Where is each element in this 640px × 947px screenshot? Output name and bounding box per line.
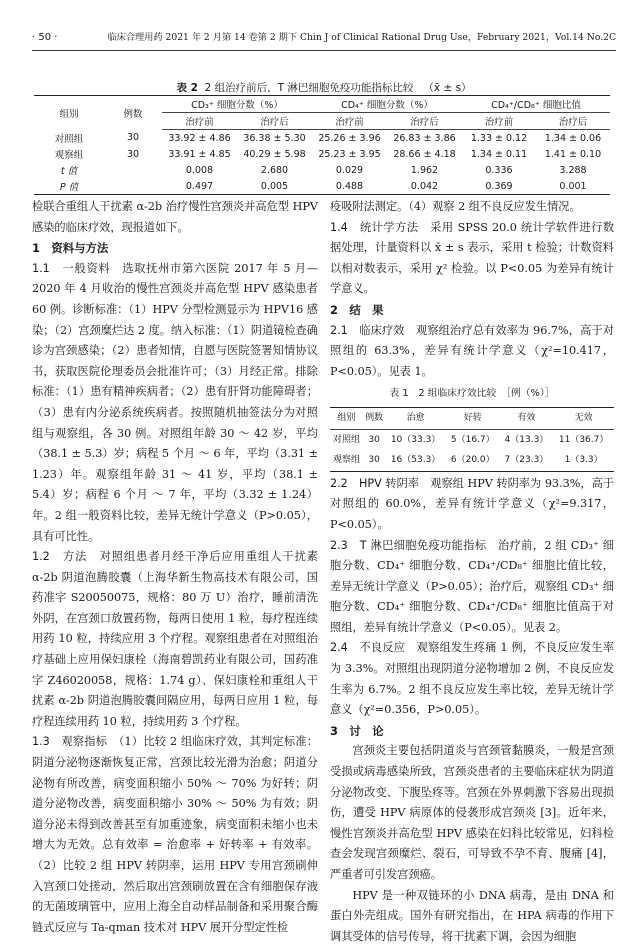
- paragraph-text: 对照组患者月经干净后应用重组人干扰素 α-2b 阴道泡腾胶囊（上海华新生物高技术有限公司，国药准字 S20050075，规格：80 万 U）治疗，睡前清洗外阴，在宫颈口放置药物，每两日使用 1 粒，每疗程连续用药 10 粒，持续应用 3 个疗程。观察组患者在对照组治疗基础上应用保妇康栓（海南碧凯药业有限公司，国药准字 Z46020058，规格：1.74 g）、保妇康栓和重组人干扰素 α-2b 阴道泡腾胶囊间隔应用，每两日应用 1 粒，每疗程连续用药 10 粒，持续用药 3 个疗程。: [32, 550, 318, 728]
- table2-cell: 0.369: [462, 178, 536, 195]
- table1-caption: 表 1 2 组临床疗效比较 ［例（%）］: [389, 388, 555, 400]
- table2-subheader-before: 治疗前: [462, 113, 536, 130]
- journal-citation: 临床合理用药 2021 年 2 月第 14 卷第 2 期下 Chin J of Clinical Rational Drug Use，February 2021，Vol.14 No.2C: [107, 32, 616, 43]
- table-row: [34, 146, 610, 162]
- table2-cell: 30: [126, 148, 140, 160]
- table2-cell: 0.497: [162, 178, 237, 195]
- paragraph-text: 采用 SPSS 20.0 统计学软件进行数据处理，计量资料以 x̄ ± s 表示，采用 t 检验；计数资料以相对数表示，采用 χ² 检验。以 P<0.05 为差异有统计学意义。: [330, 220, 615, 296]
- table-row: [34, 130, 610, 147]
- table1-cell: 6（20.0）: [446, 450, 500, 471]
- table2-cell: 0.029: [335, 164, 364, 176]
- table1-header: 例数: [363, 407, 385, 429]
- table2-cell: 0.042: [387, 178, 462, 195]
- table2-caption: [32, 80, 616, 95]
- header-rule: [32, 50, 616, 51]
- subsection-heading: 2.2 HPV 转阴率: [330, 476, 420, 490]
- table2-header-group: 组别: [34, 96, 104, 130]
- table2-cell: 1.962: [410, 164, 439, 176]
- section-heading: 3 讨 论: [330, 723, 384, 738]
- table2-cell: 40.29 ± 5.98: [243, 148, 306, 160]
- subsection-heading: 2.3 T 淋巴细胞免疫功能指标: [330, 538, 487, 552]
- table2-cell: 25.23 ± 3.95: [318, 148, 381, 160]
- paragraph: [330, 536, 614, 639]
- table2-cell: 33.91 ± 4.85: [168, 148, 231, 160]
- table1-cell: 7（23.3）: [500, 450, 554, 471]
- running-header: [32, 30, 616, 46]
- table2-cell: 36.38 ± 5.30: [243, 132, 306, 144]
- paragraph: [330, 474, 614, 536]
- subsection-heading: 1.3 观察指标: [32, 735, 108, 749]
- table2-cell: 0.488: [312, 178, 387, 195]
- table1-cell: 1（3.3）: [553, 450, 614, 471]
- table2-header-ratio: CD₄⁺/CD₈⁺ 细胞比值: [462, 96, 610, 113]
- table-row: [34, 162, 610, 178]
- table1-cell: 30: [363, 450, 385, 471]
- paragraph-text: （1）比较 2 组临床疗效，其判定标准：阴道分泌物逐渐恢复正常，宫颈比较光滑为治愈；阴道分泌物有所改善，病变面积缩小 50% ～ 70% 为好转；阴道分泌物改善，病变面积缩小 30% ～ 50% 为有效；阴道分泌未得到改善甚至有加重迹象，病变面积未缩小也未增大为无效。总有效率 = 治愈率 + 好转率 + 有效率。（2）比较 2 组 HPV 转阴率，运用 HPV 专用宫颈刷伸入宫颈口处搓动，然后取出宫颈刷放置在含有细胞保存液的无菌玻璃管中，应用上海全自动样品制备和采用聚合酶链式反应与 Ta-qman 技术对 HPV 展开分型定性检: [32, 735, 318, 934]
- table2-title: 2 组治疗前后，T 淋巴细胞免疫功能指标比较: [204, 82, 414, 94]
- table2-cell: 观察组: [54, 150, 84, 161]
- table-row: [330, 450, 614, 471]
- table2-subheader-after: 治疗后: [387, 113, 462, 130]
- paragraph: HPV 是一种双链环的小 DNA 病毒，是由 DNA 和蛋白外壳组成。国外有研究指出，在 HPA 病毒的作用下调其受体的信号传导，将干扰素下调，会因为细胞: [330, 888, 614, 943]
- table1-cell: 对照组: [333, 434, 361, 445]
- table2-cell: 26.83 ± 3.86: [393, 132, 456, 144]
- table2-cell: 1.33 ± 0.12: [470, 132, 528, 144]
- subsection-heading: 1.4 统计学方法: [330, 220, 419, 234]
- paragraph: 宫颈炎主要包括阴道炎与宫颈管黏膜炎，一般是宫颈受损或病毒感染所致，宫颈炎患者的主要临床症状为阴道分泌物改变、下腹坠疼等。宫颈在外界刺激下容易出现损伤，遭受 HPV 病原体的侵袭形成宫颈炎 [3]。近年来，慢性宫颈炎并高危型 HPV 感染在妇科比较常见，妇科检查会发现宫颈糜烂、裂石，可导致不孕不育、腹痛 [4]，严重者可引发宫颈癌。: [330, 744, 614, 881]
- table1-cell: 10（33.3）: [390, 434, 441, 445]
- subsection-heading: 1.1 一般资料: [32, 261, 111, 275]
- table2-cell: 0.336: [485, 164, 513, 176]
- table2-cell: [104, 162, 162, 178]
- table1-header: 组别: [330, 407, 363, 429]
- table2-cell: 3.288: [559, 164, 587, 176]
- table2-cell: 1.34 ± 0.06: [544, 132, 602, 144]
- paragraph-text: 治疗前，2 组 CD₃⁺ 细胞分数、CD₄⁺ 细胞分数、CD₄⁺/CD₈⁺ 细胞比值比较，差异无统计学意义（P>0.05）；治疗后，观察组 CD₃⁺ 细胞分数、CD₄⁺ 细胞分数、CD₄⁺/CD₈⁺ 细胞比值高于对照组，差异有统计学意义（P<0.05）。见表 2。: [330, 538, 614, 634]
- left-column: [32, 197, 318, 938]
- section-heading: 2 结 果: [330, 302, 384, 317]
- table2-subheader-before: 治疗前: [312, 113, 387, 130]
- table2-header-cd3: CD₃⁺ 细胞分数（%）: [162, 96, 312, 113]
- table2-subheader-after: 治疗后: [237, 113, 312, 130]
- table2-cell: 30: [126, 132, 140, 144]
- table2-cell: 1.34 ± 0.11: [470, 148, 528, 160]
- table1-cell: 16（53.3）: [385, 450, 446, 471]
- table2-cell: 25.26 ± 3.96: [318, 132, 381, 144]
- paragraph-text: 观察组发生疼痛 1 例，不良反应发生率为 3.3%。对照组出现阴道分泌物增加 2 例，不良反应发生率为 6.7%。2 组不良反应发生率比较，差异无统计学意义（χ²=0.356，P>0.05）。: [330, 641, 615, 717]
- table2-cell: 0.008: [185, 164, 214, 176]
- paragraph: [330, 218, 614, 300]
- table2-unit: （x̄ ± s）: [423, 82, 472, 94]
- table1-cell: 5（16.7）: [450, 434, 495, 445]
- table2-subheader-before: 治疗前: [162, 113, 237, 130]
- table2-header-cd4: CD₄⁺ 细胞分数（%）: [312, 96, 462, 113]
- table1-cell: 30: [368, 434, 380, 445]
- table1-cell: 观察组: [330, 450, 363, 471]
- table2-cell: t 值: [60, 166, 78, 177]
- paragraph: 疫吸附法测定。（4）观察 2 组不良反应发生情况。: [330, 200, 581, 213]
- table2-subheader-after: 治疗后: [536, 113, 610, 130]
- table2-cell: 28.66 ± 4.18: [393, 148, 456, 160]
- table2-cell: 2.680: [260, 164, 289, 176]
- subsection-heading: 2.1 临床疗效: [330, 323, 405, 337]
- section-heading: 1 资料与方法: [32, 241, 109, 256]
- paragraph-text: 观察组 HPV 转阴率为 93.3%，高于对照组的 60.0%，差异有统计学意义（χ²=9.317，P<0.05）。: [330, 476, 614, 531]
- table2-number: 表 2: [176, 82, 198, 94]
- table2-cell: 对照组: [54, 133, 84, 145]
- table1-header: 有效: [500, 407, 554, 429]
- table2: [34, 95, 610, 195]
- table2-cell: 33.92 ± 4.86: [168, 132, 231, 144]
- table2-cell: 0.001: [536, 178, 610, 195]
- table2-cell: P 值: [34, 178, 104, 195]
- right-column: [330, 197, 614, 947]
- table1-cell: 11（36.7）: [558, 434, 609, 445]
- paragraph: [330, 638, 614, 720]
- table1-cell: 4（13.3）: [504, 434, 549, 445]
- paragraph: [32, 547, 318, 732]
- table2-cell: 0.005: [237, 178, 312, 195]
- subsection-heading: 1.2 方法: [32, 550, 88, 564]
- table2-cell: [104, 178, 162, 195]
- paragraph: [32, 732, 318, 938]
- table2-header-n: 例数: [104, 96, 162, 130]
- table1-header: 治愈: [385, 407, 446, 429]
- table1-header: 无效: [553, 407, 614, 429]
- table1: [330, 407, 614, 472]
- paragraph: [32, 259, 318, 547]
- paragraph-text: 观察组治疗总有效率为 96.7%，高于对照组的 63.3%，差异有统计学意义（χ²=10.417，P<0.05）。见表 1。: [330, 323, 614, 378]
- table-row: [34, 178, 610, 195]
- table2-cell: 1.41 ± 0.10: [544, 148, 602, 160]
- page-number: · 50 ·: [32, 32, 58, 43]
- table-row: [330, 429, 614, 450]
- paragraph: 检联合重组人干扰素 α-2b 治疗慢性宫颈炎并高危型 HPV 感染的临床疗效，现报道如下。: [32, 200, 318, 234]
- table1-header: 好转: [446, 407, 500, 429]
- paragraph-text: 选取抚州市第六医院 2017 年 5 月—2020 年 4 月收治的慢性宫颈炎并高危型 HPV 感染患者 60 例。诊断标准：（1）HPV 分型检测显示为 HPV16 感染；（2）宫颈糜烂达 2 度。纳入标准：（1）阴道镜检查确诊为宫颈感染；（2）患者知情，自愿与医院签署知情协议书，获取医院伦理委员会批准许可；（3）月经正常。排除标准：（1）患有精神疾病者；（2）患有肝肾功能障碍者；（3）患有内分泌系统疾病者。按照随机抽签法分为对照组与观察组，各 30 例。对照组年龄 30 ～ 42 岁，平均（38.1 ± 5.3）岁；病程 5 个月 ～ 6 年，平均（3.31 ± 1.23）年。观察组年龄 31 ～ 41 岁，平均（38.1 ± 5.4）岁；病程 6 个月 ～ 7 年，平均（3.32 ± 1.24）年。2 组一般资料比较，差异无统计学意义（P>0.05），具有可比性。: [32, 261, 318, 543]
- paragraph: [330, 321, 614, 383]
- subsection-heading: 2.4 不良反应: [330, 641, 406, 655]
